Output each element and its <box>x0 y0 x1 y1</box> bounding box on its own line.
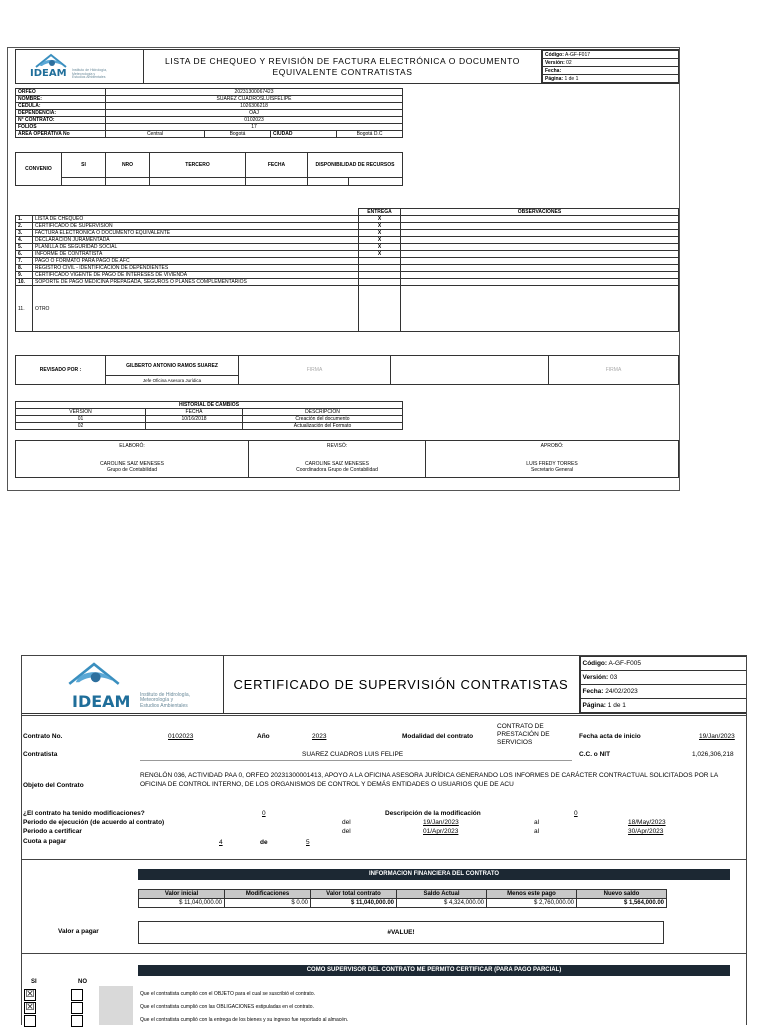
checklist-row <box>16 223 679 230</box>
meta-row <box>580 699 746 713</box>
entrega-mark: X <box>359 244 401 251</box>
margin-mark <box>7 446 8 455</box>
modif-value: 0 <box>262 810 266 817</box>
ciudad-value: Bogotá D.C <box>337 131 403 138</box>
firma-title: APROBÓ: <box>540 443 564 449</box>
fin-values-row <box>139 899 667 908</box>
checklist-number: 7. <box>16 258 33 265</box>
fin-value: $ 11,040,000.00 <box>311 899 397 908</box>
no-checkbox[interactable] <box>71 1002 83 1014</box>
grey-block <box>99 986 133 1025</box>
revisado-label: REVISADO POR : <box>16 356 106 385</box>
divider <box>22 859 746 860</box>
logo-wordmark: IDEAM <box>30 68 67 79</box>
checklist-text: FACTURA ELECTRÓNICA O DOCUMENTO EQUIVALENTE <box>33 230 359 237</box>
checklist-row <box>16 237 679 244</box>
si-checkbox[interactable]: ☒ <box>25 1002 35 1013</box>
firma-slot-1: FIRMA <box>239 356 391 385</box>
checklist-title: LISTA DE CHEQUEO Y REVISIÓN DE FACTURA ELECTRÓNICA O DOCUMENTO EQUIVALENTE CONTRATISTAS <box>144 50 542 84</box>
convenio-table <box>15 152 403 186</box>
meta-label: Fecha: <box>545 67 562 74</box>
meta-value: 03 <box>609 674 618 681</box>
checklist-text: CERTIFICADO DE SUPERVISIÓN <box>33 223 359 230</box>
observacion-cell <box>401 258 679 265</box>
area-value: Central <box>106 131 205 138</box>
checklist-number: 2. <box>16 223 33 230</box>
info-row <box>16 124 403 131</box>
entrega-mark: X <box>359 237 401 244</box>
contrato-value: 0102023 <box>168 733 194 740</box>
observacion-cell <box>401 223 679 230</box>
cert-label: Periodo a certificar <box>23 828 82 835</box>
firma-block <box>426 441 679 478</box>
checklist-text: DECLARACION JURAMENTADA <box>33 237 359 244</box>
ciudad-label: CIUDAD <box>271 131 337 138</box>
area-city: Bogotá <box>205 131 271 138</box>
info-label: ORFEO <box>16 89 106 96</box>
ejec-from: 19/Jan/2023 <box>423 819 459 826</box>
firma-block <box>16 441 249 478</box>
checklist-row <box>16 216 679 223</box>
historial-header-row <box>16 409 403 416</box>
checklist-text: INFORME DE CONTRATISTA <box>33 251 359 258</box>
convenio-nro: NRO <box>106 153 150 178</box>
observacion-cell <box>401 237 679 244</box>
meta-cell <box>543 67 679 75</box>
cert-del: del <box>342 828 351 835</box>
convenio-tercero: TERCERO <box>150 153 246 178</box>
inicio-label: Fecha acta de inicio <box>579 733 641 740</box>
historial-col-fecha: FECHA <box>146 409 243 416</box>
entrega-mark: X <box>359 223 401 230</box>
firma-name: LUIS FREDY TORRES <box>526 461 578 467</box>
fin-header: Saldo Actual <box>397 890 487 899</box>
entrega-mark <box>359 272 401 279</box>
checklist-number: 8. <box>16 265 33 272</box>
convenio-label: CONVENIO <box>16 153 62 186</box>
firma-role: Secretario General <box>531 467 573 473</box>
meta-label: Página: <box>545 75 564 82</box>
si-checkbox[interactable]: ☒ <box>25 989 35 1000</box>
margin-mark <box>7 424 8 433</box>
checklist-number: 1. <box>16 216 33 223</box>
meta-cell <box>543 51 679 59</box>
cert-item-text: Que el contratista cumplió con las OBLIGACIONES estipuladas en el contrato. <box>140 1004 314 1010</box>
meta-label: Código: <box>582 660 608 667</box>
logo-institute-text: Instituto de Hidrología, Meteorología y Estudios Ambientales <box>72 68 108 80</box>
logo-cell <box>16 50 144 84</box>
fin-value: $ 1,564,000.00 <box>577 899 667 908</box>
cuota-n: 4 <box>219 839 223 846</box>
cc-label: C.C. o NIT <box>579 751 611 758</box>
desc-modif-value: 0 <box>574 810 578 817</box>
historial-col-version: VERSION <box>16 409 146 416</box>
certificado-page <box>21 655 747 1025</box>
inicio-value: 19/Jan/2023 <box>699 733 735 740</box>
firma-name: CAROLINE SAIZ MENESES <box>305 461 369 467</box>
observacion-cell <box>401 279 679 286</box>
checklist-text: OTRO <box>33 286 359 332</box>
checklist-row <box>16 258 679 265</box>
logo-wordmark: IDEAM <box>72 692 131 711</box>
entrega-header: ENTREGA <box>359 209 401 216</box>
checklist-text: PAGO O FORMATO PARA PAGO DE AFC <box>33 258 359 265</box>
si-checkbox[interactable] <box>24 1015 36 1027</box>
fin-section-title: INFORMACION FINANCIERA DEL CONTRATO <box>138 869 730 880</box>
contractor-info-table <box>15 88 403 138</box>
historial-row <box>16 416 403 423</box>
info-value: 1026306218 <box>106 103 403 110</box>
revisado-table <box>15 355 679 385</box>
cert-item-text: Que el contratista cumplió con el OBJETO para el cual se suscribió el contrato. <box>140 991 315 997</box>
revisado-role: Jefe Oficina Asesora Jurídica <box>106 376 239 385</box>
meta-label: Página: <box>582 702 606 709</box>
anio-label: Año <box>257 733 270 740</box>
objeto-label: Objeto del Contrato <box>23 782 84 789</box>
historial-cell: Creación del documento <box>243 416 403 423</box>
info-value: 17 <box>106 124 403 131</box>
meta-label: Código: <box>545 51 564 58</box>
certificado-title: CERTIFICADO DE SUPERVISIÓN CONTRATISTAS <box>223 656 579 714</box>
checklist-number: 10. <box>16 279 33 286</box>
cuota-total: 5 <box>306 839 310 846</box>
meta-cell <box>580 699 746 713</box>
info-value: SUAREZ CUADROSLUISFELIPE <box>106 96 403 103</box>
checklist-row <box>16 230 679 237</box>
historial-cell: 10/16/2018 <box>146 416 243 423</box>
info-row <box>16 103 403 110</box>
cert-item-text: Que el contratista cumplió con la entrega de los bienes y su ingreso fue reportado al almacén. <box>140 1017 349 1023</box>
checklist-row <box>16 244 679 251</box>
historial-cell: Actualización del Formato <box>243 423 403 430</box>
divider <box>22 715 746 716</box>
cert-to: 30/Apr/2023 <box>628 828 664 835</box>
convenio-fecha: FECHA <box>246 153 308 178</box>
fin-value: $ 0.00 <box>225 899 311 908</box>
meta-row <box>580 685 746 699</box>
observaciones-header: OBSERVACIONES <box>401 209 679 216</box>
certificado-header <box>22 656 746 714</box>
fin-value: $ 4,324,000.00 <box>397 899 487 908</box>
meta-label: Versión: <box>582 674 609 681</box>
checklist-text: LISTA DE CHEQUEO <box>33 216 359 223</box>
convenio-si: SI <box>62 153 106 178</box>
firma-name: CAROLINE SAIZ MENESES <box>100 461 164 467</box>
info-label: CEDULA: <box>16 103 106 110</box>
no-label: NO <box>78 979 87 985</box>
checklist-number: 9. <box>16 272 33 279</box>
entrega-mark <box>359 265 401 272</box>
entrega-mark <box>359 258 401 265</box>
meta-row <box>543 51 679 59</box>
modalidad-label: Modalidad del contrato <box>402 733 474 740</box>
ejec-del: del <box>342 819 351 826</box>
fin-value: $ 2,760,000.00 <box>487 899 577 908</box>
historial-title-row <box>16 402 403 409</box>
fin-header: Valor inicial <box>139 890 225 899</box>
meta-row <box>543 75 679 83</box>
pagar-value: #VALUE! <box>138 921 664 944</box>
firmas-table <box>15 440 679 478</box>
ideam-logo-icon <box>34 53 68 69</box>
checklist-meta <box>542 50 679 84</box>
entrega-mark: X <box>359 230 401 237</box>
info-value: 20231300067423 <box>106 89 403 96</box>
entrega-mark: X <box>359 251 401 258</box>
checklist-row <box>16 251 679 258</box>
info-label: N° CONTRATO: <box>16 117 106 124</box>
area-label: AREA OPERATIVA No <box>16 131 106 138</box>
checklist-row <box>16 279 679 286</box>
meta-cell <box>543 59 679 67</box>
cert-from: 01/Apr/2023 <box>423 828 459 835</box>
anio-value: 2023 <box>312 733 327 740</box>
logo-institute-text: Instituto de Hidrología, Meteorología y Estudios Ambientales <box>140 692 191 709</box>
contrato-label: Contrato No. <box>23 733 63 740</box>
desc-modif-label: Descripción de la modificación <box>385 810 481 817</box>
info-label: DEPENDENCIA: <box>16 110 106 117</box>
certificado-meta <box>579 656 746 714</box>
ideam-logo <box>26 53 136 81</box>
historial-table <box>15 401 403 430</box>
fin-header-row <box>139 890 667 899</box>
firma-title: ELABORÓ: <box>119 443 145 449</box>
cert-al: al <box>534 828 540 835</box>
ideam-logo <box>62 660 212 711</box>
document-checklist-table <box>15 208 679 332</box>
meta-label: Versión: <box>545 59 565 66</box>
info-value: 0102023 <box>106 117 403 124</box>
info-value: OAJ <box>106 110 403 117</box>
checklist-number: 11. <box>16 286 33 332</box>
ejec-label: Periodo de ejecución (de acuerdo al contrato) <box>23 819 165 826</box>
firma-block <box>249 441 426 478</box>
checklist-row <box>16 286 679 332</box>
info-label: FOLIOS <box>16 124 106 131</box>
no-checkbox[interactable] <box>71 1015 83 1027</box>
cuota-label: Cuota a pagar <box>23 838 67 845</box>
historial-col-descripcion: DESCRIPCION <box>243 409 403 416</box>
info-row <box>16 89 403 96</box>
checklist-number: 4. <box>16 237 33 244</box>
checklist-header-row <box>16 209 679 216</box>
checklist-row <box>16 265 679 272</box>
observacion-cell <box>401 216 679 223</box>
fin-value: $ 11,040,000.00 <box>139 899 225 908</box>
fin-header: Nuevo saldo <box>577 890 667 899</box>
checklist-text: CERTIFICADO VIGENTE DE PAGO DE INTERESES DE VIVIENDA <box>33 272 359 279</box>
cc-value: 1,026,306,218 <box>692 751 734 758</box>
historial-title: HISTORIAL DE CAMBIOS <box>16 402 403 409</box>
historial-row <box>16 423 403 430</box>
meta-cell <box>543 75 679 83</box>
revisado-row <box>16 356 679 376</box>
checklist-text: REGISTRO CIVIL - IDENTIFICACION DE DEPENDIENTES <box>33 265 359 272</box>
checklist-number: 6. <box>16 251 33 258</box>
contratista-label: Contratista <box>23 751 58 758</box>
meta-cell <box>580 685 746 699</box>
meta-value: 1 de 1 <box>607 702 626 709</box>
ejec-al: al <box>534 819 540 826</box>
si-label: SI <box>31 979 37 985</box>
historial-cell <box>146 423 243 430</box>
historial-cell: 02 <box>16 423 146 430</box>
checklist-row <box>16 272 679 279</box>
pagar-label: Valor a pagar <box>58 928 99 935</box>
cuota-de: de <box>260 839 268 846</box>
observacion-cell <box>401 230 679 237</box>
fin-header: Valor total contrato <box>311 890 397 899</box>
meta-value: 24/02/2023 <box>605 688 638 695</box>
meta-value: A-GF-F005 <box>608 660 642 667</box>
convenio-blank-row <box>16 178 403 186</box>
firma-role: Grupo de Contabilidad <box>106 467 158 473</box>
cert-section-title: COMO SUPERVISOR DEL CONTRATO ME PERMITO CERTIFICAR (PARA PAGO PARCIAL) <box>138 965 730 976</box>
checklist-meta-table <box>542 50 679 83</box>
ejec-to: 18/May/2023 <box>628 819 666 826</box>
meta-value: 1 de 1 <box>564 75 579 82</box>
meta-row <box>543 59 679 67</box>
meta-row <box>543 67 679 75</box>
meta-row <box>580 671 746 685</box>
objeto-value: RENGLÓN 036, ACTIVIDAD PAA 0, ORFEO 20231300001413, APOYO A LA OFICINA ASESORA JURÍDICA GENERANDO LOS INFORMES DE CARÁCTER CONTRACTUAL SOLICITADOS POR LA OFICINA DE CONTROL INTERNO, DE LOS ORGANISMOS DE CONTROL Y DEMÁS ENTIDADES O USUARIOS QUE DE ACU <box>140 772 718 788</box>
meta-label: Fecha: <box>582 688 604 695</box>
fin-header: Modificaciones <box>225 890 311 899</box>
meta-value: A-GF-F017 <box>565 51 591 58</box>
underline <box>140 760 572 761</box>
observacion-cell <box>401 265 679 272</box>
modif-label: ¿El contrato ha tenido modificaciones? <box>23 810 145 817</box>
meta-cell <box>580 657 746 671</box>
fin-table <box>138 889 667 908</box>
area-row <box>16 131 403 138</box>
meta-cell <box>580 671 746 685</box>
observacion-cell <box>401 251 679 258</box>
info-row <box>16 110 403 117</box>
divider <box>22 953 746 954</box>
revisado-name: GILBERTO ANTONIO RAMOS SUAREZ <box>106 356 239 376</box>
meta-row <box>580 657 746 671</box>
ideam-logo-icon <box>66 660 122 688</box>
firma-title: REVISÓ: <box>326 443 348 449</box>
firma-role: Coordinadora Grupo de Contabilidad <box>296 467 378 473</box>
logo-cell <box>22 656 223 714</box>
observacion-cell <box>401 244 679 251</box>
firmas-row <box>16 441 679 478</box>
checklist-text: PLANILLA DE SEGURIDAD SOCIAL <box>33 244 359 251</box>
checklist-page <box>7 47 680 491</box>
entrega-mark: X <box>359 216 401 223</box>
modalidad-value: CONTRATO DE PRESTACIÓN DE SERVICIOS <box>497 723 550 746</box>
checklist-number: 3. <box>16 230 33 237</box>
checklist-number: 5. <box>16 244 33 251</box>
no-checkbox[interactable] <box>71 989 83 1001</box>
info-label: NOMBRE: <box>16 96 106 103</box>
info-row <box>16 117 403 124</box>
convenio-header-row <box>16 153 403 178</box>
firma-slot-2: FIRMA <box>549 356 679 385</box>
certificado-meta-table <box>580 656 747 713</box>
meta-value: 02 <box>566 59 572 66</box>
convenio-disponibilidad: DISPONIBILIDAD DE RECURSOS <box>308 153 403 178</box>
fin-header: Menos este pago <box>487 890 577 899</box>
checklist-header <box>15 49 679 84</box>
info-row <box>16 96 403 103</box>
observacion-cell <box>401 272 679 279</box>
checklist-text: SOPORTE DE PAGO MEDICINA PREPAGADA, SEGUROS O PLANES COMPLEMENTARIOS <box>33 279 359 286</box>
entrega-mark <box>359 279 401 286</box>
contratista-value: SUAREZ CUADROS LUIS FELIPE <box>302 751 404 758</box>
historial-cell: 01 <box>16 416 146 423</box>
